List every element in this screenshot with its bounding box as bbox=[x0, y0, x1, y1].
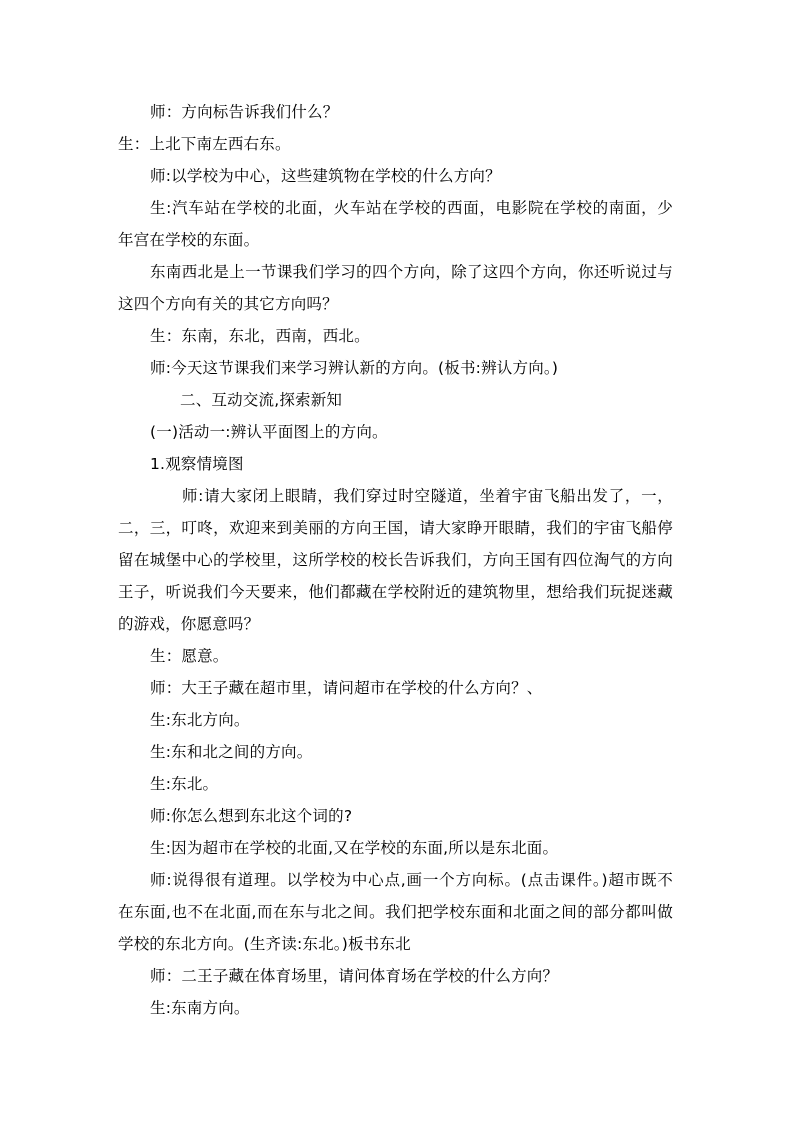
paragraph-line: 生：愿意。 bbox=[150, 647, 229, 665]
paragraph-line: 二，三，叮咚，欢迎来到美丽的方向王国，请大家睁开眼睛，我们的宇宙飞船停 bbox=[118, 519, 673, 537]
paragraph-line: 东南西北是上一节课我们学习的四个方向，除了这四个方向，你还听说过与 bbox=[150, 263, 673, 281]
paragraph-line: 学校的东北方向。(生齐读:东北。)板书东北 bbox=[118, 935, 411, 953]
paragraph-line: 生:东和北之间的方向。 bbox=[150, 743, 313, 761]
paragraph-line: 生:东南方向。 bbox=[150, 999, 250, 1017]
subsection-heading: (一)活动一:辨认平面图上的方向。 bbox=[150, 423, 388, 441]
paragraph-line: 生:东北方向。 bbox=[150, 711, 250, 729]
paragraph-line: 师:你怎么想到东北这个词的? bbox=[150, 807, 353, 825]
paragraph-line: 生:因为超市在学校的北面,又在学校的东面,所以是东北面。 bbox=[150, 839, 559, 857]
step-heading: 1.观察情境图 bbox=[150, 455, 244, 473]
paragraph-line: 生：东南，东北，西南，西北。 bbox=[150, 327, 370, 345]
paragraph-line: 的游戏，你愿意吗？ bbox=[118, 615, 260, 633]
paragraph-line: 生：上北下南左西右东。 bbox=[118, 135, 291, 153]
paragraph-line: 师:以学校为中心，这些建筑物在学校的什么方向？ bbox=[150, 167, 501, 185]
paragraph-line: 年宫在学校的东面。 bbox=[118, 231, 260, 249]
paragraph-line: 师:今天这节课我们来学习辨认新的方向。(板书:辨认方向。) bbox=[150, 359, 559, 377]
paragraph-line: 在东面,也不在北面,而在东与北之间。我们把学校东面和北面之间的部分都叫做 bbox=[118, 903, 673, 921]
paragraph-line: 生:东北。 bbox=[150, 775, 219, 793]
paragraph-line: 师：大王子藏在超市里，请问超市在学校的什么方向？、 bbox=[150, 679, 543, 697]
paragraph-line: 生:汽车站在学校的北面，火车站在学校的西面，电影院在学校的南面，少 bbox=[150, 199, 673, 217]
section-heading: 二、互动交流,探索新知 bbox=[180, 391, 343, 409]
paragraph-line: 师:请大家闭上眼睛，我们穿过时空隧道，坐着宇宙飞船出发了，一， bbox=[182, 487, 673, 505]
paragraph-line: 师：方向标告诉我们什么？ bbox=[150, 103, 339, 121]
paragraph-line: 这四个方向有关的其它方向吗？ bbox=[118, 295, 338, 313]
paragraph-line: 留在城堡中心的学校里，这所学校的校长告诉我们，方向王国有四位淘气的方向 bbox=[118, 551, 673, 569]
paragraph-line: 王子，听说我们今天要来，他们都藏在学校附近的建筑物里，想给我们玩捉迷藏 bbox=[118, 583, 673, 601]
paragraph-line: 师：二王子藏在体育场里，请问体育场在学校的什么方向？ bbox=[150, 967, 559, 985]
paragraph-line: 师:说得很有道理。以学校为中心点,画一个方向标。(点击课件。)超市既不 bbox=[150, 871, 673, 889]
